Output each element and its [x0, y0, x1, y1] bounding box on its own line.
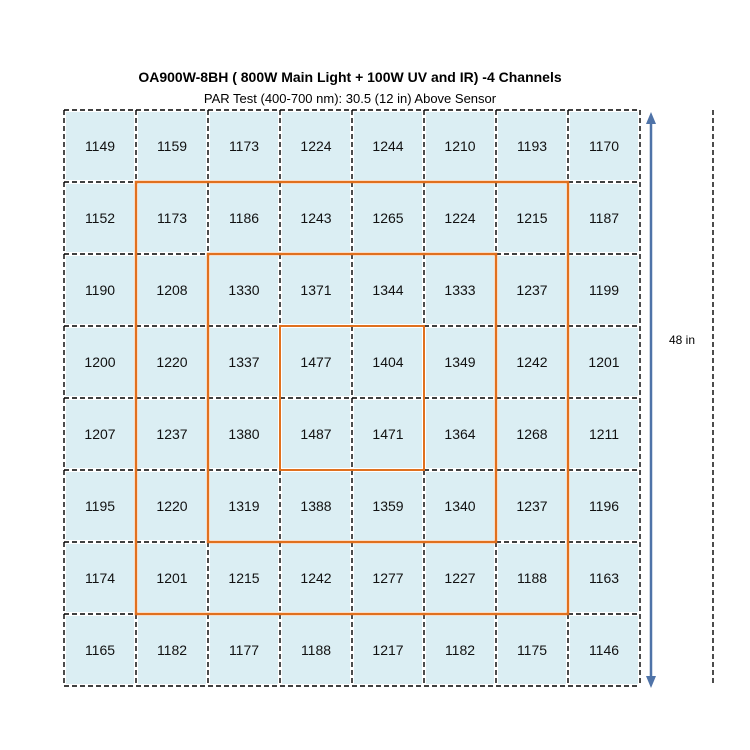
cell-value: 1471	[372, 426, 404, 442]
cell-value: 1146	[588, 642, 620, 658]
cell-value: 1380	[228, 426, 260, 442]
cell-value: 1237	[156, 426, 188, 442]
cell-value: 1340	[444, 498, 476, 514]
cell-value: 1210	[444, 138, 476, 154]
cell-value: 1163	[588, 570, 620, 586]
cell-value: 1199	[588, 282, 620, 298]
cell-value: 1243	[300, 210, 332, 226]
cell-value: 1170	[588, 138, 620, 154]
cell-value: 1237	[516, 498, 548, 514]
cell-value: 1277	[372, 570, 404, 586]
cell-value: 1186	[228, 210, 260, 226]
cell-value: 1188	[516, 570, 548, 586]
cell-value: 1224	[444, 210, 476, 226]
cell-value: 1268	[516, 426, 548, 442]
cell-value: 1227	[444, 570, 476, 586]
cell-value: 1211	[588, 426, 620, 442]
cell-value: 1487	[300, 426, 332, 442]
cell-value: 1359	[372, 498, 404, 514]
cell-value: 1265	[372, 210, 404, 226]
cell-value: 1165	[84, 642, 116, 658]
chart-subtitle: PAR Test (400-700 nm): 30.5 (12 in) Above Sensor	[203, 91, 497, 106]
cell-value: 1215	[516, 210, 548, 226]
cell-value: 1333	[444, 282, 476, 298]
cell-value: 1193	[516, 138, 548, 154]
cell-value: 1159	[156, 138, 188, 154]
cell-value: 1196	[588, 498, 620, 514]
cell-value: 1349	[444, 354, 476, 370]
cell-value: 1187	[588, 210, 620, 226]
cell-value: 1174	[84, 570, 116, 586]
cell-value: 1188	[300, 642, 332, 658]
cell-value: 1200	[84, 354, 116, 370]
cell-value: 1344	[372, 282, 404, 298]
dimension-label: 48 in	[668, 333, 696, 347]
cell-value: 1319	[228, 498, 260, 514]
cell-value: 1220	[156, 354, 188, 370]
cell-value: 1195	[84, 498, 116, 514]
cell-value: 1242	[300, 570, 332, 586]
cell-value: 1182	[444, 642, 476, 658]
cell-value: 1224	[300, 138, 332, 154]
cell-value: 1173	[228, 138, 260, 154]
cell-value: 1190	[84, 282, 116, 298]
cell-value: 1173	[156, 210, 188, 226]
cell-value: 1371	[300, 282, 332, 298]
cell-value: 1152	[84, 210, 116, 226]
cell-value: 1330	[228, 282, 260, 298]
dimension-arrow-head-top	[646, 112, 656, 124]
cell-value: 1217	[372, 642, 404, 658]
cell-value: 1404	[372, 354, 404, 370]
cell-value: 1244	[372, 138, 404, 154]
cell-value: 1215	[228, 570, 260, 586]
chart-title: OA900W-8BH ( 800W Main Light + 100W UV and IR) -4 Channels	[138, 69, 562, 85]
dimension-arrow	[646, 110, 713, 688]
cell-value: 1177	[228, 642, 260, 658]
cell-value: 1201	[588, 354, 620, 370]
cell-value: 1201	[156, 570, 188, 586]
cell-value: 1207	[84, 426, 116, 442]
cell-value: 1149	[84, 138, 116, 154]
cell-value: 1220	[156, 498, 188, 514]
cell-value: 1477	[300, 354, 332, 370]
cell-value: 1364	[444, 426, 476, 442]
cell-value: 1337	[228, 354, 260, 370]
cell-value: 1237	[516, 282, 548, 298]
cell-value: 1388	[300, 498, 332, 514]
cell-value: 1175	[516, 642, 548, 658]
dimension-arrow-head-bottom	[646, 676, 656, 688]
cell-value: 1208	[156, 282, 188, 298]
cell-value: 1182	[156, 642, 188, 658]
cell-value: 1242	[516, 354, 548, 370]
